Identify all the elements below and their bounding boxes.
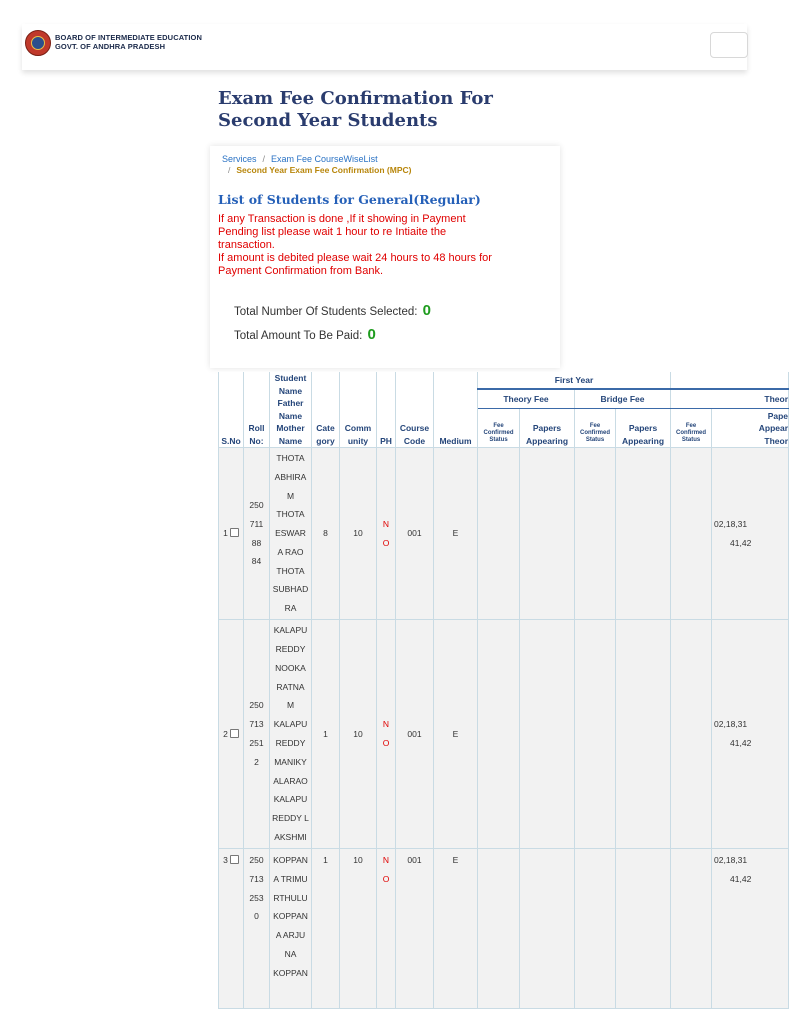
row-course-code: 001 [396, 620, 434, 849]
row-papers-theory: 02,18,31 41,42 [712, 620, 789, 849]
row-fee-status [478, 849, 520, 1009]
row-ph: N O [377, 448, 396, 620]
row-select-checkbox[interactable] [230, 528, 239, 537]
row-course-code: 001 [396, 448, 434, 620]
table-row [219, 620, 789, 849]
row-course-code: 001 [396, 849, 434, 1009]
col-theory-fee: Theory Fee [478, 389, 575, 409]
row-student-name: KOPPAN A TRIMU RTHULU KOPPAN A ARJU NA KOPPAN [270, 849, 312, 1009]
students-table-container[interactable] [218, 372, 789, 1004]
col-fee-status: Fee Confirmed Status [478, 409, 520, 448]
total-students-value: 0 [422, 302, 432, 319]
row-papers-appearing [520, 620, 575, 849]
col-roll: Roll No: [244, 372, 270, 448]
row-category: 8 [312, 448, 340, 620]
row-papers-appearing [520, 849, 575, 1009]
row-papers-appearing [616, 620, 671, 849]
col-fee-status: Fee Confirmed Status [575, 409, 616, 448]
warning-line: Pending list please wait 1 hour to re Intiaite the [218, 226, 447, 238]
row-category: 1 [312, 849, 340, 1009]
breadcrumb-services-link[interactable]: Services [222, 154, 257, 164]
row-student-name: THOTA ABHIRA M THOTA ESWAR A RAO THOTA SUBHAD RA [270, 448, 312, 620]
row-papers-appearing [616, 448, 671, 620]
row-roll: 250 713 251 2 [244, 620, 270, 849]
row-papers-appearing [520, 448, 575, 620]
row-medium: E [434, 849, 478, 1009]
warning-line: If any Transaction is done ,If it showing in Payment [218, 213, 466, 225]
total-amount-label: Total Amount To Be Paid: [234, 330, 363, 342]
total-amount-value: 0 [367, 326, 376, 343]
row-roll: 250 711 88 84 [244, 448, 270, 620]
row-fee-status [478, 620, 520, 849]
row-community: 10 [340, 620, 377, 849]
col-community: Comm unity [340, 372, 377, 448]
warning-line: If amount is debited please wait 24 hours to 48 hours for [218, 252, 492, 264]
total-students-label: Total Number Of Students Selected: [234, 306, 418, 318]
students-table [218, 372, 789, 1009]
row-select-checkbox[interactable] [230, 855, 239, 864]
site-header [22, 24, 747, 70]
table-row [219, 448, 789, 620]
breadcrumb-coursewise-link[interactable]: Exam Fee CourseWiseList [271, 154, 378, 164]
row-select-checkbox[interactable] [230, 729, 239, 738]
row-fee-status [671, 620, 712, 849]
col-medium: Medium [434, 372, 478, 448]
row-papers-appearing [616, 849, 671, 1009]
list-title: List of Students for General(Regular) [218, 192, 481, 207]
warning-line: Payment Confirmation from Bank. [218, 265, 384, 277]
row-fee-status [671, 448, 712, 620]
col-ph: PH [377, 372, 396, 448]
row-fee-status [671, 849, 712, 1009]
row-ph: N O [377, 849, 396, 1009]
col-sno: S.No [219, 372, 244, 448]
row-sno: 2 [219, 620, 244, 849]
breadcrumb-current: Second Year Exam Fee Confirmation (MPC) [236, 165, 412, 175]
row-papers-theory: 02,18,31 41,42 [712, 448, 789, 620]
row-community: 10 [340, 849, 377, 1009]
row-fee-status [575, 448, 616, 620]
org-name [55, 33, 202, 51]
row-fee-status [478, 448, 520, 620]
row-category: 1 [312, 620, 340, 849]
org-line-1: BOARD OF INTERMEDIATE EDUCATION [55, 33, 202, 42]
col-course-code: Course Code [396, 372, 434, 448]
org-line-2: GOVT. OF ANDHRA PRADESH [55, 42, 166, 51]
col-theory-partial: Theor [671, 389, 789, 409]
row-community: 10 [340, 448, 377, 620]
menu-toggle-button[interactable] [710, 32, 748, 58]
row-fee-status [575, 620, 616, 849]
breadcrumb-separator: / [262, 154, 266, 164]
row-medium: E [434, 620, 478, 849]
total-students [234, 302, 431, 319]
row-sno: 3 [219, 849, 244, 1009]
board-logo-icon[interactable] [25, 30, 51, 56]
col-student-name: Student Name Father Name Mother Name [270, 372, 312, 448]
breadcrumb-separator: / [228, 165, 231, 175]
col-papers-partial: Pape Appear Theor [712, 409, 789, 448]
total-amount [234, 326, 376, 343]
col-papers-appearing: Papers Appearing [520, 409, 575, 448]
col-second-year [671, 372, 789, 389]
row-medium: E [434, 448, 478, 620]
page-title: Exam Fee Confirmation For Second Year Students [218, 88, 493, 131]
row-ph: N O [377, 620, 396, 849]
row-papers-theory: 02,18,31 41,42 [712, 849, 789, 1009]
col-bridge-fee: Bridge Fee [575, 389, 671, 409]
col-fee-status: Fee Confirmed Status [671, 409, 712, 448]
table-row [219, 849, 789, 1009]
breadcrumb-active [228, 165, 411, 175]
col-category: Cate gory [312, 372, 340, 448]
col-papers-appearing: Papers Appearing [616, 409, 671, 448]
row-sno: 1 [219, 448, 244, 620]
col-first-year: First Year [478, 372, 671, 389]
row-fee-status [575, 849, 616, 1009]
row-roll: 250 713 253 0 [244, 849, 270, 1009]
warning-line: transaction. [218, 239, 275, 251]
row-student-name: KALAPU REDDY NOOKA RATNA M KALAPU REDDY MANIKY ALARAO KALAPU REDDY L AKSHMI [270, 620, 312, 849]
